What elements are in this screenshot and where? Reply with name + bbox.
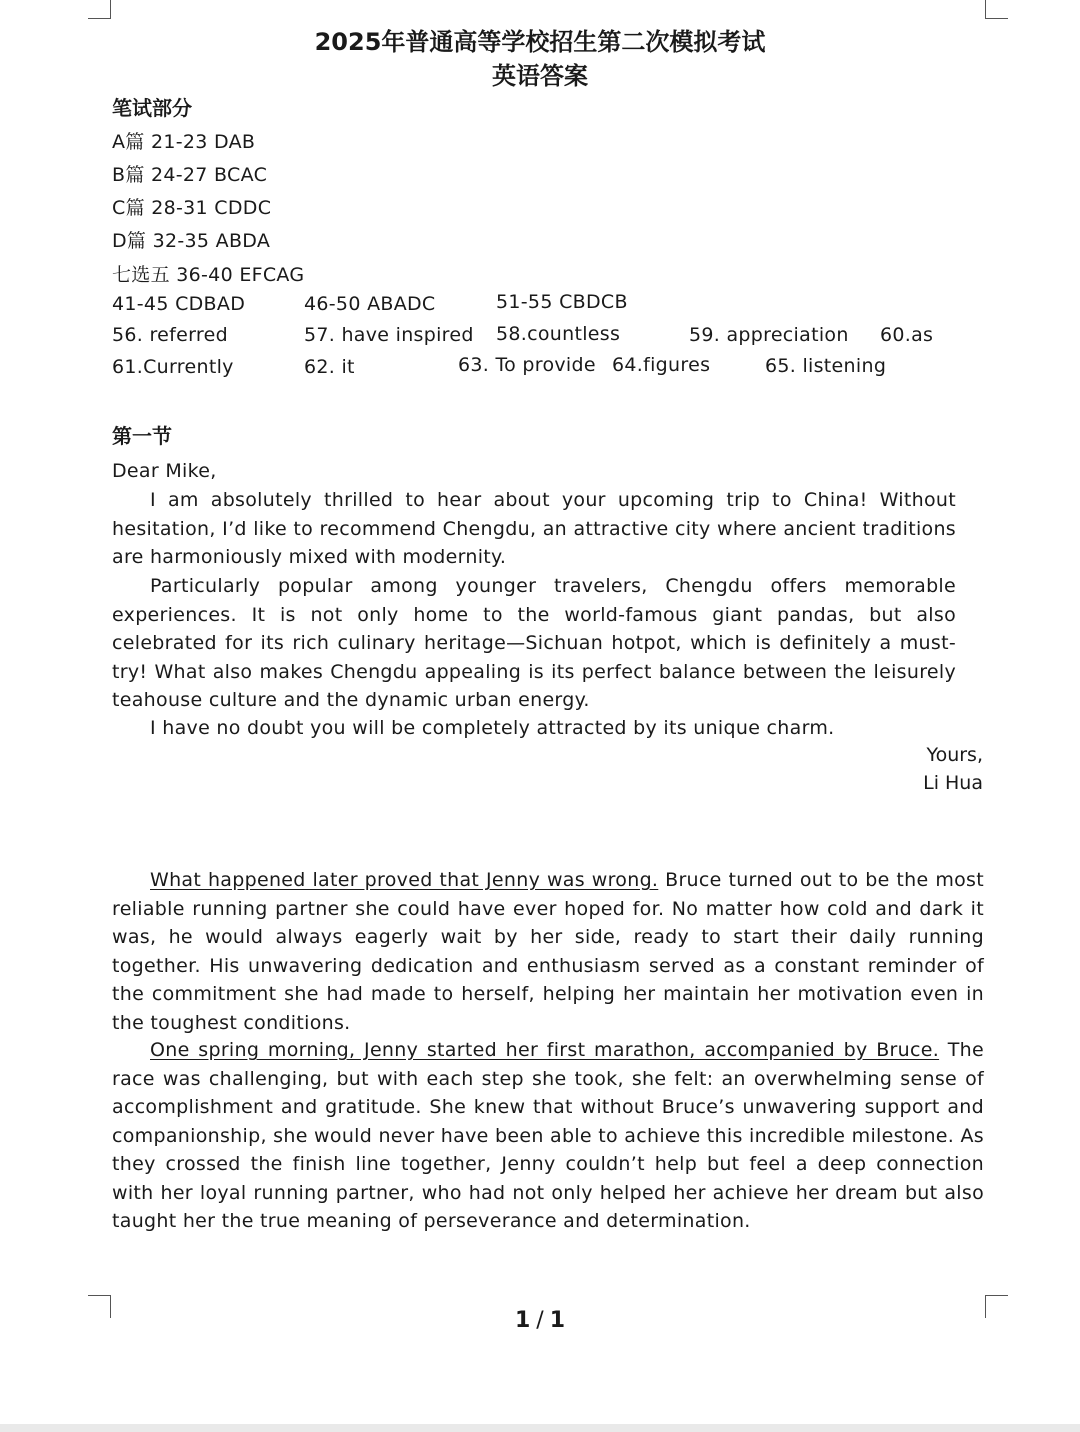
answer-row-a: [112, 127, 255, 154]
grammar-answer: 63. To provide: [458, 354, 596, 376]
written-section-heading: 笔试部分: [112, 96, 192, 120]
given-first-sentence: One spring morning, Jenny started her first marathon, accompanied by Bruce.: [150, 1039, 940, 1061]
passage-label: B篇: [112, 164, 145, 186]
cloze-answers: CBDCB: [559, 291, 628, 313]
letter-closing: Yours,: [926, 744, 983, 766]
answer-row-b: [112, 160, 267, 187]
passage-answers: BCAC: [214, 164, 268, 186]
grammar-answer: 61.Currently: [112, 356, 234, 378]
grammar-answer: 64.figures: [612, 354, 711, 376]
passage-answers: ABDA: [215, 230, 271, 252]
letter-paragraph-2: [112, 572, 956, 715]
grammar-answer: 58.countless: [496, 323, 621, 345]
cloze-range: 46-50: [304, 293, 361, 315]
paragraph-text: I am absolutely thrilled to hear about your upcoming trip to China! Without hesitation, I’d like to recommend Chengdu, an attractive city where ancient traditions are harmoniously mixed with modernity.: [112, 489, 956, 568]
passage-answers: DAB: [214, 131, 256, 153]
viewer-bottom-edge: [0, 1424, 1080, 1432]
cloze-group-3: [496, 291, 628, 313]
passage-range: 24-27: [150, 164, 208, 186]
grammar-answer: 62. it: [304, 356, 355, 378]
letter-greeting: Dear Mike,: [112, 460, 217, 482]
cloze-group-2: [304, 293, 436, 315]
passage-range: 21-23: [150, 131, 208, 153]
paragraph-text: The race was challenging, but with each step she took, she felt: an overwhelming sense of accomplishment and gratitude. She knew that without Bruce’s unwavering support and companionship, she would never have been able to achieve this incredible milestone. As they crossed the finish line together, Jenny couldn’t help but feel a deep connection with her loyal running partner, who had not only helped her achieve her dream but also taught her the true meaning of perseverance and determination.: [112, 1039, 985, 1232]
crop-mark-top-right: [985, 0, 1008, 19]
grammar-answer: 60.as: [880, 324, 934, 346]
answer-row-seven-five: [112, 260, 304, 287]
grammar-answer: 56. referred: [112, 324, 228, 346]
passage-label: D篇: [112, 230, 147, 252]
cloze-answers: ABADC: [367, 293, 436, 315]
paragraph-text: Particularly popular among younger travelers, Chengdu offers memorable experiences. It is not only home to the world-famous giant pandas, but also celebrated for its rich culinary heritage—Sichuan hotpot, which is definitely a must-try! What also makes Chengdu appealing is its perfect balance between the leisurely teahouse culture and the dynamic urban energy.: [112, 575, 956, 711]
continuation-paragraph-2: [112, 1036, 984, 1236]
passage-label: 七选五: [112, 264, 170, 286]
passage-label: C篇: [112, 197, 145, 219]
page-separator: /: [536, 1308, 544, 1333]
passage-answers: EFCAG: [239, 264, 305, 286]
passage-range: 36-40: [176, 264, 233, 286]
total-pages: 1: [549, 1308, 566, 1333]
crop-mark-top-left: [88, 0, 111, 19]
passage-label: A篇: [112, 131, 145, 153]
section-one-heading: 第一节: [112, 424, 172, 448]
paragraph-text: I have no doubt you will be completely attracted by its unique charm.: [150, 717, 835, 739]
passage-range: 32-35: [152, 230, 210, 252]
current-page: 1: [514, 1308, 531, 1333]
cloze-range: 41-45: [112, 293, 169, 315]
passage-answers: CDDC: [214, 197, 272, 219]
paragraph-text: Bruce turned out to be the most reliable running partner she could have ever hoped for. No matter how cold and dark it was, he would always eagerly wait by her side, ready to start their daily running together. His unwavering dedication and enthusiasm served as a constant reminder of the commitment she had made to herself, helping her maintain her motivation even in the toughest conditions.: [112, 869, 984, 1034]
page-indicator: [0, 1308, 1080, 1333]
document-subtitle: 英语答案: [492, 62, 588, 90]
cloze-group-1: [112, 293, 245, 315]
answer-row-d: [112, 226, 270, 253]
answer-row-c: [112, 193, 271, 220]
letter-paragraph-1: [112, 486, 956, 572]
cloze-answers: CDBAD: [175, 293, 246, 315]
letter-signature: Li Hua: [923, 772, 983, 794]
grammar-answer: 65. listening: [765, 355, 887, 377]
grammar-answer: 57. have inspired: [304, 324, 474, 346]
grammar-answer: 59. appreciation: [689, 324, 849, 346]
cloze-range: 51-55: [496, 291, 553, 313]
letter-paragraph-3: [112, 714, 956, 743]
given-first-sentence: What happened later proved that Jenny was wrong.: [150, 869, 659, 891]
document-title: 2025年普通高等学校招生第二次模拟考试: [314, 28, 766, 56]
passage-range: 28-31: [151, 197, 208, 219]
continuation-paragraph-1: [112, 866, 984, 1037]
